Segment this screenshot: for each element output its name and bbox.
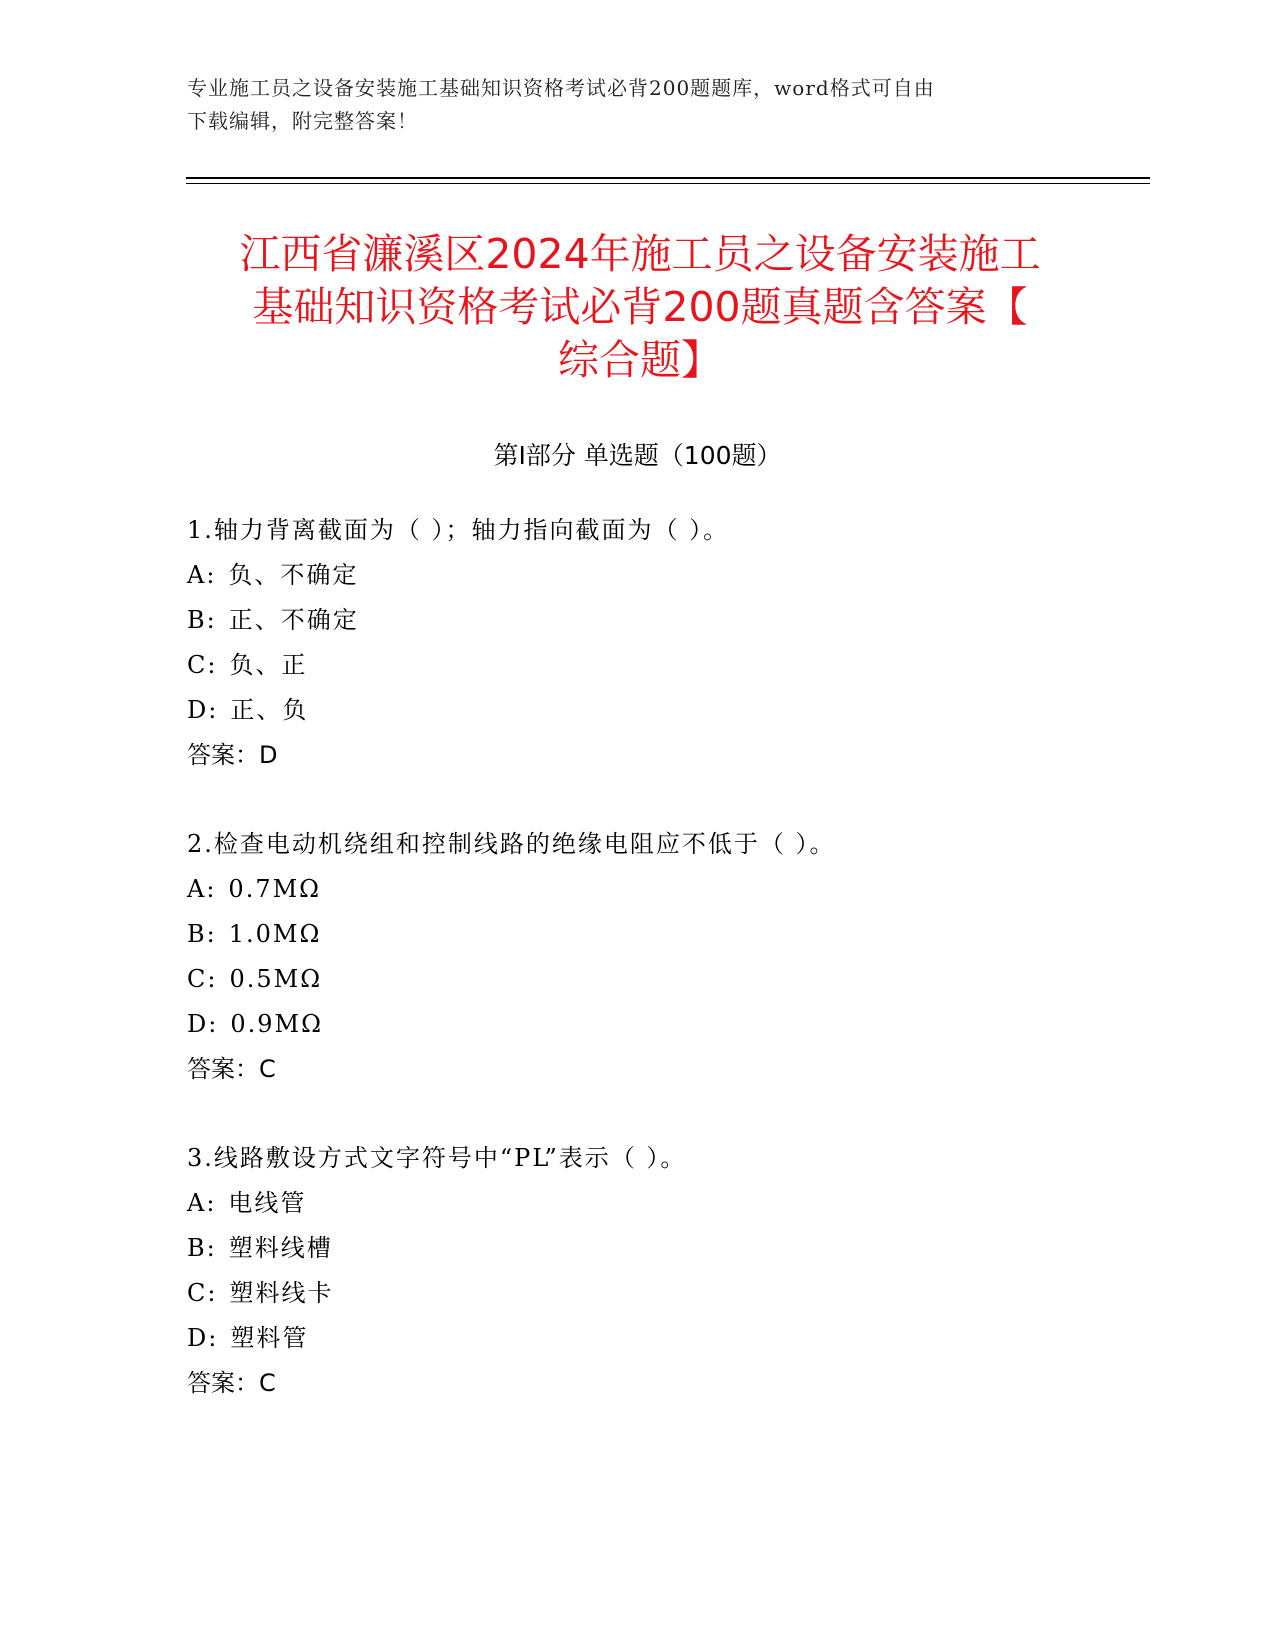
document-title-line-1: 江西省濂溪区2024年施工员之设备安装施工: [239, 230, 1041, 278]
header-divider-thick: [186, 177, 1150, 179]
option-key: B:: [187, 1234, 217, 1262]
option-key: B:: [187, 606, 217, 634]
answer-line: 答案：C: [187, 1369, 276, 1397]
option-text: 0.7MΩ: [228, 875, 322, 903]
option-key: C:: [187, 965, 218, 993]
option-key: A:: [187, 561, 217, 589]
option-text: 电线管: [228, 1189, 307, 1217]
question-stem: 1.轴力背离截面为（ ）；轴力指向截面为（ ）。: [187, 516, 730, 544]
option-text: 0.5MΩ: [229, 965, 323, 993]
option-text: 正、负: [230, 696, 309, 724]
option-text: 负、正: [229, 651, 308, 679]
question-1: [187, 508, 1147, 778]
option-c: [187, 1271, 1147, 1316]
option-key: D:: [187, 1010, 219, 1038]
option-text: 负、不确定: [228, 561, 359, 589]
option-key: B:: [187, 920, 217, 948]
question-3: [187, 1136, 1147, 1406]
question-stem: 3.线路敷设方式文字符号中“PL”表示（ ）。: [187, 1144, 687, 1172]
option-c: [187, 957, 1147, 1002]
option-d: [187, 688, 1147, 733]
document-title-line-2: 基础知识资格考试必背200题真题含答案【: [252, 283, 1028, 331]
option-text: 正、不确定: [228, 606, 359, 634]
option-text: 0.9MΩ: [230, 1010, 323, 1038]
option-key: D:: [187, 1324, 219, 1352]
option-b: [187, 598, 1147, 643]
option-text: 塑料管: [230, 1324, 309, 1352]
option-b: [187, 1226, 1147, 1271]
option-d: [187, 1316, 1147, 1361]
option-text: 塑料线槽: [228, 1234, 333, 1262]
option-c: [187, 643, 1147, 688]
option-text: 1.0MΩ: [228, 920, 322, 948]
header-note-line-1: 专业施工员之设备安装施工基础知识资格考试必背200题题库，word格式可自由: [187, 76, 935, 100]
header-note: [187, 72, 1087, 138]
header-divider-thin: [186, 183, 1150, 184]
option-text: 塑料线卡: [229, 1279, 334, 1307]
header-note-line-2: 下载编辑，附完整答案！: [187, 109, 418, 133]
document-title: [180, 228, 1100, 387]
option-d: [187, 1002, 1147, 1047]
document-title-line-3: 综合题】: [558, 336, 722, 384]
option-b: [187, 912, 1147, 957]
answer-line: 答案：D: [187, 741, 278, 769]
option-key: A:: [187, 875, 217, 903]
question-2: [187, 822, 1147, 1092]
option-key: A:: [187, 1189, 217, 1217]
option-key: C:: [187, 1279, 218, 1307]
answer-line: 答案：C: [187, 1055, 276, 1083]
option-a: [187, 553, 1147, 598]
section-heading: 第I部分 单选题（100题）: [493, 441, 782, 470]
option-key: C:: [187, 651, 218, 679]
option-a: [187, 867, 1147, 912]
option-key: D:: [187, 696, 219, 724]
option-a: [187, 1181, 1147, 1226]
question-stem: 2.检查电动机绕组和控制线路的绝缘电阻应不低于（ ）。: [187, 830, 836, 858]
